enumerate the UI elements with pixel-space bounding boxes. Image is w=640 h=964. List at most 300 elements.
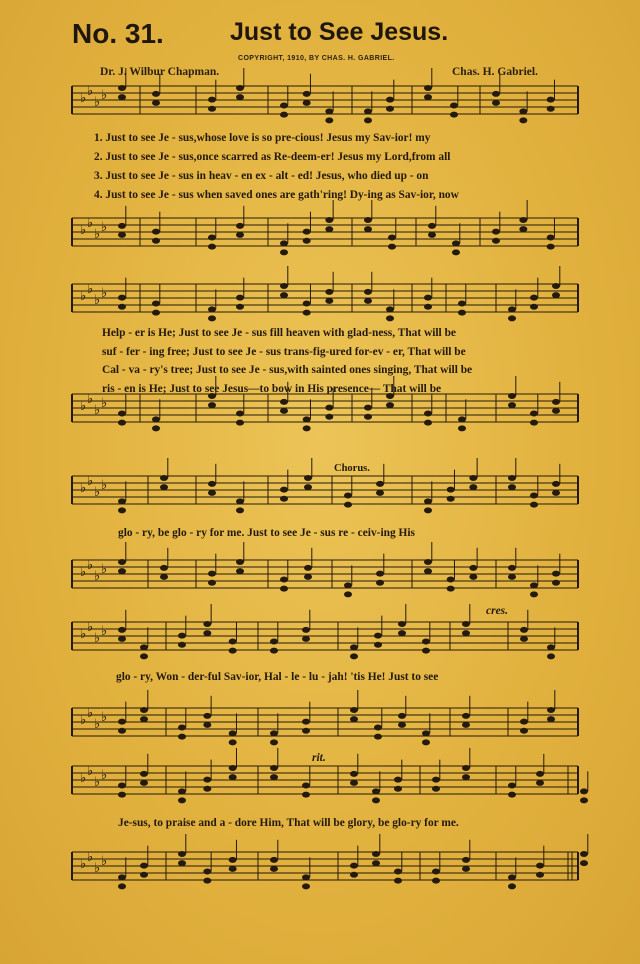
notehead xyxy=(203,777,211,783)
notehead xyxy=(152,416,160,422)
notehead xyxy=(304,574,312,580)
notehead xyxy=(552,408,560,414)
notehead xyxy=(229,774,237,780)
notehead xyxy=(530,582,538,588)
notehead xyxy=(140,771,148,777)
notehead xyxy=(374,633,382,639)
notehead xyxy=(552,399,560,405)
notehead xyxy=(530,411,538,417)
notehead xyxy=(492,229,500,235)
notehead xyxy=(229,730,237,736)
notehead xyxy=(303,91,311,97)
notehead xyxy=(386,97,394,103)
notehead xyxy=(530,502,538,508)
notehead xyxy=(447,586,455,592)
notehead xyxy=(118,295,126,301)
flat-sign: ♭ xyxy=(87,706,94,721)
composer-credit: Chas. H. Gabriel. xyxy=(452,66,538,78)
notehead xyxy=(178,860,186,866)
notehead xyxy=(520,728,528,734)
notehead xyxy=(422,739,430,745)
notehead xyxy=(236,94,244,100)
notehead xyxy=(140,780,148,786)
flat-sign: ♭ xyxy=(94,95,101,110)
notehead xyxy=(302,792,310,798)
flat-sign: ♭ xyxy=(94,227,101,242)
notehead xyxy=(280,496,288,502)
notehead xyxy=(386,402,394,408)
notehead xyxy=(178,633,186,639)
notehead xyxy=(270,866,278,872)
notehead xyxy=(547,653,555,659)
flat-sign: ♭ xyxy=(94,293,101,308)
notehead xyxy=(547,235,555,241)
notehead xyxy=(508,883,516,889)
notehead xyxy=(302,728,310,734)
notehead xyxy=(236,85,244,91)
notehead xyxy=(118,874,126,880)
notehead xyxy=(547,244,555,250)
notehead xyxy=(280,399,288,405)
notehead xyxy=(118,420,126,426)
notehead xyxy=(350,653,358,659)
flat-sign: ♭ xyxy=(87,620,94,635)
chorus-label: Chorus. xyxy=(334,463,370,474)
notehead xyxy=(536,872,544,878)
notehead xyxy=(236,507,244,513)
notehead xyxy=(364,298,372,304)
notehead xyxy=(547,644,555,650)
notehead xyxy=(350,780,358,786)
notehead xyxy=(303,301,311,307)
notehead xyxy=(280,586,288,592)
notehead xyxy=(552,292,560,298)
notehead xyxy=(236,304,244,310)
notehead xyxy=(364,226,372,232)
notehead xyxy=(160,574,168,580)
notehead xyxy=(388,235,396,241)
notehead xyxy=(280,408,288,414)
notehead xyxy=(462,774,470,780)
flat-sign: ♭ xyxy=(80,565,87,580)
notehead xyxy=(229,765,237,771)
flat-sign: ♭ xyxy=(101,286,108,301)
notehead xyxy=(236,411,244,417)
notehead xyxy=(350,872,358,878)
notehead xyxy=(394,878,402,884)
notehead xyxy=(208,235,216,241)
notehead xyxy=(462,722,470,728)
notehead xyxy=(203,621,211,627)
notehead xyxy=(536,863,544,869)
flat-sign: ♭ xyxy=(94,631,101,646)
notehead xyxy=(152,425,160,431)
notehead xyxy=(552,580,560,586)
notehead xyxy=(304,475,312,481)
notehead xyxy=(508,783,516,789)
notehead xyxy=(152,100,160,106)
notehead xyxy=(302,719,310,725)
notehead xyxy=(140,653,148,659)
notehead xyxy=(303,229,311,235)
notehead xyxy=(152,310,160,316)
notehead xyxy=(508,306,516,312)
notehead xyxy=(208,571,216,577)
notehead xyxy=(552,490,560,496)
verse-cont-line-3: Cal - va - ry's tree; Just to see Je - sus,with sainted ones singing, That will be xyxy=(102,364,473,376)
notehead xyxy=(432,777,440,783)
notehead xyxy=(450,112,458,118)
notehead xyxy=(118,559,126,565)
notehead xyxy=(372,788,380,794)
notehead xyxy=(462,857,470,863)
notehead xyxy=(424,295,432,301)
notehead xyxy=(236,498,244,504)
notehead xyxy=(386,306,394,312)
notehead xyxy=(236,559,244,565)
notehead xyxy=(536,780,544,786)
notehead xyxy=(530,420,538,426)
notehead xyxy=(208,244,216,250)
notehead xyxy=(492,238,500,244)
flat-sign: ♭ xyxy=(101,396,108,411)
notehead xyxy=(424,498,432,504)
notehead xyxy=(462,765,470,771)
notehead xyxy=(374,725,382,731)
notehead xyxy=(519,226,527,232)
notehead xyxy=(447,487,455,493)
notehead xyxy=(118,792,126,798)
flat-sign: ♭ xyxy=(101,562,108,577)
notehead xyxy=(376,580,384,586)
notehead xyxy=(302,783,310,789)
notehead xyxy=(140,716,148,722)
notehead xyxy=(547,106,555,112)
notehead xyxy=(422,639,430,645)
notehead xyxy=(376,490,384,496)
notehead xyxy=(364,117,372,123)
notehead xyxy=(424,559,432,565)
notehead xyxy=(520,627,528,633)
notehead xyxy=(492,91,500,97)
notehead xyxy=(424,507,432,513)
notehead xyxy=(398,630,406,636)
notehead xyxy=(508,792,516,798)
notehead xyxy=(229,857,237,863)
notehead xyxy=(469,565,477,571)
chorus-line-2: glo - ry, Won - der-ful Sav-ior, Hal - le - lu - jah! 'tis He! Just to see xyxy=(116,671,439,683)
notehead xyxy=(178,734,186,740)
notehead xyxy=(350,707,358,713)
notehead xyxy=(178,797,186,803)
verse-cont-line-1: Help - er is He; Just to see Je - sus fill heaven with glad-ness, That will be xyxy=(102,327,456,339)
notehead xyxy=(303,425,311,431)
notehead xyxy=(203,878,211,884)
notehead xyxy=(303,100,311,106)
notehead xyxy=(424,94,432,100)
flat-sign: ♭ xyxy=(87,282,94,297)
notehead xyxy=(424,420,432,426)
flat-sign: ♭ xyxy=(101,710,108,725)
notehead xyxy=(152,301,160,307)
notehead xyxy=(398,722,406,728)
flat-sign: ♭ xyxy=(80,399,87,414)
verse-line-3: 3. Just to see Je - sus in heav - en ex - alt - ed! Jesus, who died up - on xyxy=(94,170,429,182)
notehead xyxy=(118,304,126,310)
flat-sign: ♭ xyxy=(87,764,94,779)
notehead xyxy=(229,739,237,745)
notehead xyxy=(547,716,555,722)
notehead xyxy=(280,249,288,255)
notehead xyxy=(280,577,288,583)
notehead xyxy=(270,774,278,780)
flat-sign: ♭ xyxy=(80,771,87,786)
notehead xyxy=(118,85,126,91)
flat-sign: ♭ xyxy=(80,627,87,642)
notehead xyxy=(374,734,382,740)
notehead xyxy=(118,94,126,100)
notehead xyxy=(229,648,237,654)
notehead xyxy=(547,707,555,713)
notehead xyxy=(364,289,372,295)
flat-sign: ♭ xyxy=(94,403,101,418)
notehead xyxy=(270,765,278,771)
lyricist-credit: Dr. J. Wilbur Chapman. xyxy=(100,66,220,78)
notehead xyxy=(469,475,477,481)
notehead xyxy=(140,644,148,650)
notehead xyxy=(325,289,333,295)
notehead xyxy=(580,788,588,794)
notehead xyxy=(580,851,588,857)
verse-cont-line-2: suf - fer - ing free; Just to see Je - sus trans-fig-ured for-ev - er, That will be xyxy=(102,346,466,358)
notehead xyxy=(432,878,440,884)
notehead xyxy=(552,571,560,577)
notehead xyxy=(508,402,516,408)
notehead xyxy=(364,108,372,114)
notehead xyxy=(229,866,237,872)
notehead xyxy=(325,298,333,304)
notehead xyxy=(508,393,516,399)
crescendo-marking: cres. xyxy=(486,605,509,617)
notehead xyxy=(160,475,168,481)
flat-sign: ♭ xyxy=(101,854,108,869)
notehead xyxy=(376,571,384,577)
notehead xyxy=(519,117,527,123)
notehead xyxy=(458,425,466,431)
notehead xyxy=(424,568,432,574)
notehead xyxy=(388,244,396,250)
notehead xyxy=(118,883,126,889)
notehead xyxy=(280,283,288,289)
notehead xyxy=(236,295,244,301)
notehead xyxy=(303,238,311,244)
notehead xyxy=(372,860,380,866)
notehead xyxy=(458,310,466,316)
notehead xyxy=(536,771,544,777)
notehead xyxy=(344,591,352,597)
notehead xyxy=(303,416,311,422)
notehead xyxy=(364,405,372,411)
notehead xyxy=(280,112,288,118)
notehead xyxy=(492,100,500,106)
notehead xyxy=(208,481,216,487)
notehead xyxy=(547,97,555,103)
notehead xyxy=(325,405,333,411)
notehead xyxy=(344,493,352,499)
notehead xyxy=(372,797,380,803)
notehead xyxy=(118,783,126,789)
notehead xyxy=(160,565,168,571)
flat-sign: ♭ xyxy=(94,485,101,500)
notehead xyxy=(386,315,394,321)
notehead xyxy=(178,642,186,648)
notehead xyxy=(270,730,278,736)
notehead xyxy=(140,863,148,869)
notehead xyxy=(519,217,527,223)
notehead xyxy=(424,85,432,91)
notehead xyxy=(398,621,406,627)
hymn-title: Just to See Jesus. xyxy=(230,18,449,46)
notehead xyxy=(350,771,358,777)
notehead xyxy=(208,315,216,321)
notehead xyxy=(203,869,211,875)
flat-sign: ♭ xyxy=(87,392,94,407)
flat-sign: ♭ xyxy=(94,569,101,584)
copyright-notice: COPYRIGHT, 1910, BY CHAS. H. GABRIEL. xyxy=(238,55,395,62)
flat-sign: ♭ xyxy=(87,474,94,489)
notehead xyxy=(580,797,588,803)
flat-sign: ♭ xyxy=(80,713,87,728)
notehead xyxy=(270,639,278,645)
notehead xyxy=(140,707,148,713)
verse-line-4: 4. Just to see Je - sus when saved ones are gath'ring! Dy-ing as Sav-ior, now xyxy=(94,189,459,201)
notehead xyxy=(325,108,333,114)
notehead xyxy=(203,722,211,728)
notehead xyxy=(350,716,358,722)
notehead xyxy=(118,507,126,513)
notehead xyxy=(203,786,211,792)
notehead xyxy=(462,713,470,719)
notehead xyxy=(118,568,126,574)
notehead xyxy=(118,232,126,238)
notehead xyxy=(432,869,440,875)
notehead xyxy=(508,874,516,880)
notehead xyxy=(270,648,278,654)
notehead xyxy=(508,475,516,481)
verse-cont-line-4: ris - en is He; Just to see Jesus—to bow in His presence— That will be xyxy=(102,383,442,395)
notehead xyxy=(178,725,186,731)
notehead xyxy=(580,860,588,866)
flat-sign: ♭ xyxy=(87,558,94,573)
notehead xyxy=(530,295,538,301)
notehead xyxy=(118,728,126,734)
notehead xyxy=(458,301,466,307)
ritardando-marking: rit. xyxy=(312,752,326,764)
verse-line-1: 1. Just to see Je - sus,whose love is so pre-cious! Jesus my Sav-ior! my xyxy=(94,132,431,144)
notehead xyxy=(350,644,358,650)
flat-sign: ♭ xyxy=(94,717,101,732)
notehead xyxy=(178,851,186,857)
flat-sign: ♭ xyxy=(101,768,108,783)
notehead xyxy=(520,719,528,725)
flat-sign: ♭ xyxy=(101,88,108,103)
notehead xyxy=(325,217,333,223)
chorus-line-1: glo - ry, be glo - ry for me. Just to see Je - sus re - ceiv-ing His xyxy=(118,527,415,539)
flat-sign: ♭ xyxy=(87,850,94,865)
notehead xyxy=(376,481,384,487)
notehead xyxy=(508,574,516,580)
notehead xyxy=(364,217,372,223)
notehead xyxy=(302,883,310,889)
notehead xyxy=(428,223,436,229)
notehead xyxy=(519,108,527,114)
notehead xyxy=(552,283,560,289)
notehead xyxy=(508,315,516,321)
flat-sign: ♭ xyxy=(87,84,94,99)
notehead xyxy=(394,777,402,783)
flat-sign: ♭ xyxy=(101,478,108,493)
notehead xyxy=(280,487,288,493)
notehead xyxy=(386,106,394,112)
flat-sign: ♭ xyxy=(80,223,87,238)
notehead xyxy=(152,91,160,97)
notehead xyxy=(236,232,244,238)
notehead xyxy=(344,502,352,508)
notehead xyxy=(424,411,432,417)
notehead xyxy=(450,103,458,109)
notehead xyxy=(118,719,126,725)
notehead xyxy=(398,713,406,719)
notehead xyxy=(432,786,440,792)
notehead xyxy=(118,411,126,417)
notehead xyxy=(530,591,538,597)
notehead xyxy=(508,484,516,490)
notehead xyxy=(462,630,470,636)
notehead xyxy=(280,103,288,109)
notehead xyxy=(270,857,278,863)
notehead xyxy=(325,414,333,420)
flat-sign: ♭ xyxy=(80,289,87,304)
notehead xyxy=(452,240,460,246)
flat-sign: ♭ xyxy=(94,775,101,790)
notehead xyxy=(236,568,244,574)
notehead xyxy=(208,97,216,103)
notehead xyxy=(462,621,470,627)
flat-sign: ♭ xyxy=(80,91,87,106)
notehead xyxy=(422,730,430,736)
chorus-line-3: Je-sus, to praise and a - dore Him, That will be glory, be glo-ry for me. xyxy=(118,817,459,829)
notehead xyxy=(208,402,216,408)
notehead xyxy=(118,636,126,642)
flat-sign: ♭ xyxy=(101,220,108,235)
notehead xyxy=(160,484,168,490)
notehead xyxy=(462,866,470,872)
notehead xyxy=(374,642,382,648)
flat-sign: ♭ xyxy=(94,861,101,876)
notehead xyxy=(280,292,288,298)
notehead xyxy=(140,872,148,878)
notehead xyxy=(364,414,372,420)
notehead xyxy=(208,490,216,496)
notehead xyxy=(422,648,430,654)
notehead xyxy=(270,739,278,745)
notehead xyxy=(325,226,333,232)
notehead xyxy=(530,304,538,310)
notehead xyxy=(152,229,160,235)
notehead xyxy=(530,493,538,499)
notehead xyxy=(394,869,402,875)
notehead xyxy=(178,788,186,794)
